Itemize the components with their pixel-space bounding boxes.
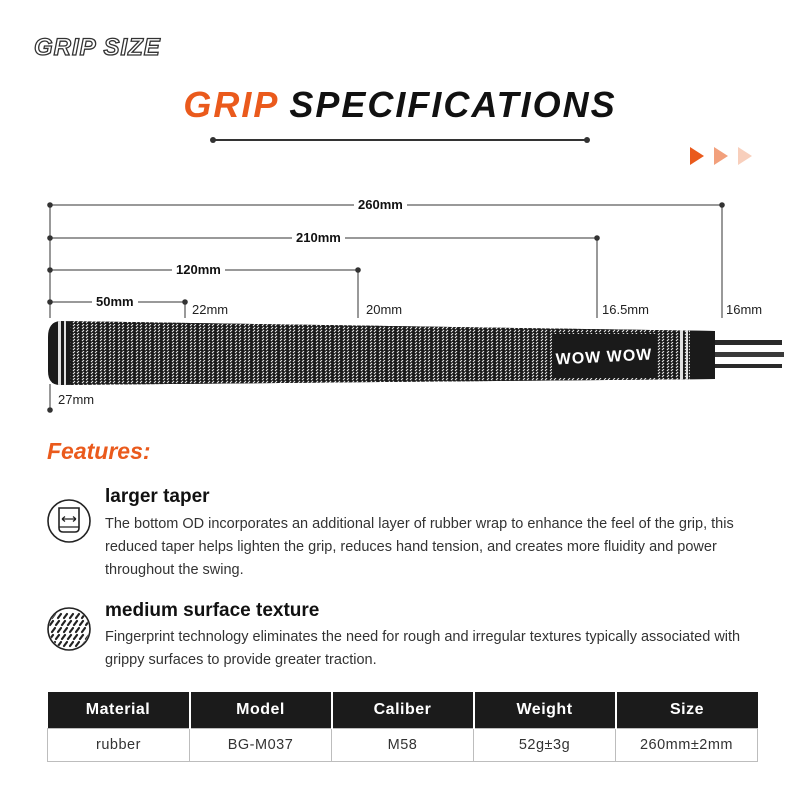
title-rest: SPECIFICATIONS (289, 84, 617, 125)
shaft (712, 340, 784, 368)
texture-icon (46, 606, 92, 652)
taper-icon (46, 498, 92, 544)
feature-title-texture: medium surface texture (105, 600, 320, 621)
header-size: Size (616, 692, 758, 728)
header-caliber: Caliber (332, 692, 474, 728)
length-260: 260mm (354, 198, 407, 212)
header-model: Model (190, 692, 332, 728)
length-210: 210mm (292, 231, 345, 245)
header-material: Material (48, 692, 190, 728)
grip-size-tag: GRIP SIZE (34, 34, 161, 61)
cell-weight: 52g±3g (474, 728, 616, 761)
length-120: 120mm (172, 263, 225, 277)
feature-desc-taper: The bottom OD incorporates an additional layer of rubber wrap to enhance the feel of the grip, this reduced taper helps lighten the grip, reduces hand tension, and creates more fluidity and power throughout the swing. (105, 516, 734, 578)
header-weight: Weight (474, 692, 616, 728)
cell-caliber: M58 (332, 728, 474, 761)
butt-diameter: 27mm (58, 392, 95, 407)
title-accent: GRIP (183, 84, 280, 125)
cell-size: 260mm±2mm (616, 728, 758, 761)
feature-desc-texture: Fingerprint technology eliminates the need for rough and irregular textures typically associated with grippy surfaces to provide greater traction. (105, 629, 741, 668)
table-row (48, 728, 758, 761)
length-50: 50mm (92, 295, 138, 309)
cell-model: BG-M037 (190, 728, 332, 761)
diameter-22: 22mm (192, 302, 229, 317)
diameter-16: 16mm (726, 302, 763, 317)
spec-table (47, 692, 758, 762)
feature-title-taper: larger taper (105, 486, 210, 507)
diameter-20: 20mm (366, 302, 403, 317)
cell-material: rubber (48, 728, 190, 761)
diameter-16-5: 16.5mm (602, 302, 649, 317)
grip-logo: WOW WOW (555, 346, 653, 369)
spec-table-header (48, 692, 758, 728)
features-heading: Features: (47, 438, 151, 464)
